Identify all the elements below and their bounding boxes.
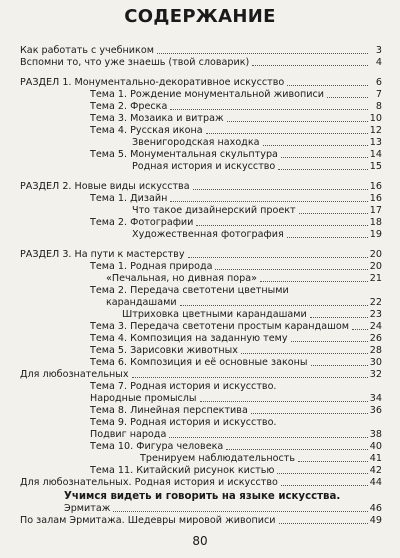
toc-leader-dots	[193, 189, 368, 190]
toc-entry	[0, 344, 382, 356]
toc-entry	[0, 514, 382, 526]
toc-entry-title: Тема 2. Фреска	[90, 101, 168, 112]
toc-leader-dots	[132, 377, 368, 378]
toc-leader-dots	[170, 201, 367, 202]
toc-leader-dots	[287, 237, 368, 238]
toc-entry-page: 16	[369, 193, 382, 204]
toc-entry-page: 22	[369, 297, 382, 308]
page-number: 80	[192, 534, 208, 548]
toc-entry	[0, 148, 382, 160]
toc-entry	[0, 124, 382, 136]
toc-leader-dots	[311, 365, 368, 366]
toc-entry-page: 23	[369, 309, 382, 320]
toc-leader-dots	[188, 257, 368, 258]
toc-entry-page: 21	[369, 273, 382, 284]
toc-entry-title: Тема 7. Родная история и искусство.	[90, 381, 277, 392]
toc-entry	[0, 332, 382, 344]
toc-entry-title: Что такое дизайнерский проект	[132, 205, 296, 216]
toc-entry-page: 36	[369, 405, 382, 416]
toc-entry-title: Тема 1. Рождение монументальной живописи	[90, 89, 324, 100]
toc-entry-page: 14	[369, 149, 382, 160]
toc-leader-dots	[287, 85, 368, 86]
toc-entry-page: 17	[369, 205, 382, 216]
toc-entry-page: 18	[369, 217, 382, 228]
toc-leader-dots	[263, 145, 368, 146]
toc-entry-page: 41	[369, 453, 382, 464]
toc-leader-dots	[206, 133, 368, 134]
toc-leader-dots	[310, 317, 368, 318]
toc-entry-title: Как работать с учебником	[20, 45, 154, 56]
toc-entry	[0, 272, 382, 284]
toc-entry-page: 32	[369, 369, 382, 380]
toc-entry	[0, 56, 382, 68]
toc-entry	[0, 440, 382, 452]
toc-entry-title: РАЗДЕЛ 3. На пути к мастерству	[20, 249, 185, 260]
toc-entry	[0, 192, 382, 204]
toc-leader-dots	[196, 225, 367, 226]
toc-entry-title: Тема 5. Зарисовки животных	[90, 345, 238, 356]
toc-entry-title: РАЗДЕЛ 2. Новые виды искусства	[20, 181, 190, 192]
toc-entry-title: карандашами	[106, 297, 177, 308]
toc-entry	[0, 284, 382, 296]
toc-entry-page: 20	[369, 261, 382, 272]
toc-leader-dots	[281, 157, 368, 158]
toc-leader-dots	[215, 269, 367, 270]
toc-entry	[0, 248, 382, 260]
toc-leader-dots	[170, 109, 368, 110]
toc-entry	[0, 216, 382, 228]
toc-entry	[0, 296, 382, 308]
toc-leader-dots	[251, 413, 368, 414]
toc-entry-page: 28	[369, 345, 382, 356]
toc-entry-page: 49	[369, 515, 382, 526]
toc-leader-dots	[277, 473, 367, 474]
toc-entry-page: 26	[369, 333, 382, 344]
toc-entry	[0, 490, 382, 502]
toc-entry-page: 38	[369, 429, 382, 440]
toc-leader-dots	[169, 437, 367, 438]
toc-leader-dots	[241, 353, 368, 354]
toc-leader-dots	[113, 511, 367, 512]
toc-entry-title: Тема 1. Дизайн	[90, 193, 168, 204]
toc-entry-title: Учимся видеть и говорить на языке искусства.	[64, 491, 341, 502]
toc-leader-dots	[278, 169, 367, 170]
toc-entry	[0, 112, 382, 124]
toc-entry-page: 40	[369, 441, 382, 452]
toc-entry	[0, 160, 382, 172]
toc-leader-dots	[279, 523, 368, 524]
toc-entry	[0, 416, 382, 428]
toc-entry-title: Тема 1. Родная природа	[90, 261, 213, 272]
toc-entry	[0, 452, 382, 464]
toc-leader-dots	[281, 485, 368, 486]
toc-entry	[0, 502, 382, 514]
toc-entry-title: Для любознательных	[20, 369, 129, 380]
toc-entry-page: 10	[369, 113, 382, 124]
toc-entry-page: 12	[369, 125, 382, 136]
toc-entry	[0, 368, 382, 380]
toc-entry	[0, 204, 382, 216]
toc-entry-page: 30	[369, 357, 382, 368]
toc-entry-title: Подвиг народа	[90, 429, 167, 440]
toc-entry-title: Тема 11. Китайский рисунок кистью	[90, 465, 275, 476]
toc-entry	[0, 392, 382, 404]
toc-entry-page: 16	[369, 181, 382, 192]
toc-leader-dots	[298, 461, 368, 462]
toc-entry	[0, 228, 382, 240]
toc-entry	[0, 404, 382, 416]
toc-entry	[0, 356, 382, 368]
toc-leader-dots	[252, 65, 368, 66]
toc-entry-title: Тема 6. Композиция и её основные законы	[90, 357, 308, 368]
toc-leader-dots	[227, 121, 368, 122]
toc-entry	[0, 260, 382, 272]
toc-leader-dots	[180, 305, 368, 306]
toc-entry-page: 3	[375, 45, 382, 56]
toc-entry-title: Тема 3. Передача светотени простым карандашом	[90, 321, 349, 332]
toc-entry-title: Для любознательных. Родная история и искусство	[20, 477, 278, 488]
toc-entry-title: Народные промыслы	[90, 393, 197, 404]
toc-entry	[0, 464, 382, 476]
toc-entry-page: 42	[369, 465, 382, 476]
toc-entry-title: Тема 8. Линейная перспектива	[90, 405, 248, 416]
toc-entry-page: 15	[369, 161, 382, 172]
toc-entry-title: Родная история и искусство	[132, 161, 276, 172]
toc-leader-dots	[200, 401, 368, 402]
toc-entry-title: Художественная фотография	[132, 229, 284, 240]
toc-entry-title: Тема 3. Мозаика и витраж	[90, 113, 224, 124]
toc-entry-title: Эрмитаж	[64, 503, 111, 514]
toc-entry-page: 20	[369, 249, 382, 260]
toc-entry-title: Тренируем наблюдательность	[140, 453, 296, 464]
toc-entry-title: Вспомни то, что уже знаешь (твой словарик)	[20, 57, 250, 68]
toc-entry-page: 7	[375, 89, 382, 100]
toc-leader-dots	[352, 329, 368, 330]
toc-entry	[0, 180, 382, 192]
toc-entry	[0, 308, 382, 320]
toc-entry	[0, 320, 382, 332]
toc-entry	[0, 136, 382, 148]
toc-entry	[0, 100, 382, 112]
toc-entry	[0, 428, 382, 440]
toc-entry-title: По залам Эрмитажа. Шедевры мировой живописи	[20, 515, 276, 526]
toc-leader-dots	[157, 53, 368, 54]
toc-entry	[0, 380, 382, 392]
toc-entry-title: Тема 2. Передача светотени цветными	[90, 285, 289, 296]
toc-entry-title: Звенигородская находка	[132, 137, 260, 148]
toc-leader-dots	[291, 341, 368, 342]
toc-entry-title: Тема 4. Композиция на заданную тему	[90, 333, 288, 344]
toc-leader-dots	[299, 213, 368, 214]
toc-leader-dots	[327, 97, 368, 98]
toc-entry-page: 34	[369, 393, 382, 404]
toc-entry-page: 6	[375, 77, 382, 88]
toc-entry-page: 4	[375, 57, 382, 68]
toc-leader-dots	[226, 449, 368, 450]
toc-entry-title: Тема 5. Монументальная скульптура	[90, 149, 278, 160]
toc-leader-dots	[260, 281, 368, 282]
toc-entry	[0, 88, 382, 100]
toc-entry	[0, 76, 382, 88]
toc-entry	[0, 476, 382, 488]
toc-entry-title: Тема 10. Фигура человека	[90, 441, 224, 452]
toc-entry-page: 19	[369, 229, 382, 240]
toc-entry-page: 24	[369, 321, 382, 332]
toc-entry-page: 46	[369, 503, 382, 514]
toc-entry	[0, 44, 382, 56]
page-title: СОДЕРЖАНИЕ	[124, 6, 276, 27]
toc-entry-title: Тема 9. Родная история и искусство.	[90, 417, 277, 428]
toc-entry-page: 13	[369, 137, 382, 148]
toc-entry-title: Штриховка цветными карандашами	[122, 309, 307, 320]
toc-entry-title: Тема 2. Фотографии	[90, 217, 194, 228]
toc-entry-page: 44	[369, 477, 382, 488]
toc-entry-title: РАЗДЕЛ 1. Монументально-декоративное искусство	[20, 77, 285, 88]
toc-entry-title: «Печальная, но дивная пора»	[106, 273, 258, 284]
toc-entry-title: Тема 4. Русская икона	[90, 125, 203, 136]
toc-entry-page: 8	[375, 101, 382, 112]
